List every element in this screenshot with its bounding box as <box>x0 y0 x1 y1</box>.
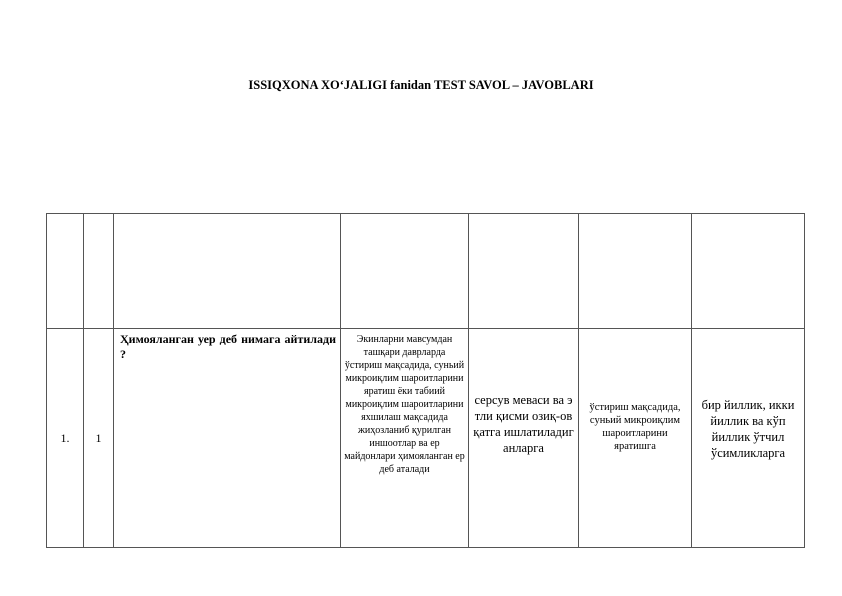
empty-cell <box>114 214 341 329</box>
answer-option-3-text: ўстириш мақсадида, суньий микроиқлим шароитларини яратишга <box>589 402 681 452</box>
test-question-table <box>46 213 805 548</box>
table-header-row <box>47 214 805 329</box>
empty-cell <box>579 214 692 329</box>
question-number: 1. <box>47 329 84 548</box>
document-title: ISSIQXONA XOʻJALIGI fanidan TEST SAVOL – JAVOBLARI <box>248 78 594 92</box>
answer-option-4-text: бир йиллик, икки йиллик ва кўп йиллик ўтчил ўсимликларга <box>701 398 795 460</box>
answer-correct: Экинларни мавсумдан ташқари даврларда ўстириш мақсадида, суньий микроиқлим шароитларини яратиш ёки табиий микроиқлим шароитларини яхшилаш мақсадида жиҳозланиб қурилган иншоотлар ва ер майдонлари ҳимояланган ер деб аталади <box>341 329 469 548</box>
question-text: Ҳимояланган уер деб нимага айтилади ? <box>114 329 341 548</box>
table-row <box>47 329 805 548</box>
empty-cell <box>692 214 805 329</box>
answer-option-3 <box>579 329 692 548</box>
answer-option-2-text: серсув меваси ва этли қисми озиқ-овқатга ишлатиладиганларга <box>473 393 574 455</box>
answer-option-4 <box>692 329 805 548</box>
empty-cell <box>469 214 579 329</box>
empty-cell <box>47 214 84 329</box>
question-level: 1 <box>84 329 114 548</box>
answer-option-2 <box>469 329 579 548</box>
empty-cell <box>341 214 469 329</box>
empty-cell <box>84 214 114 329</box>
